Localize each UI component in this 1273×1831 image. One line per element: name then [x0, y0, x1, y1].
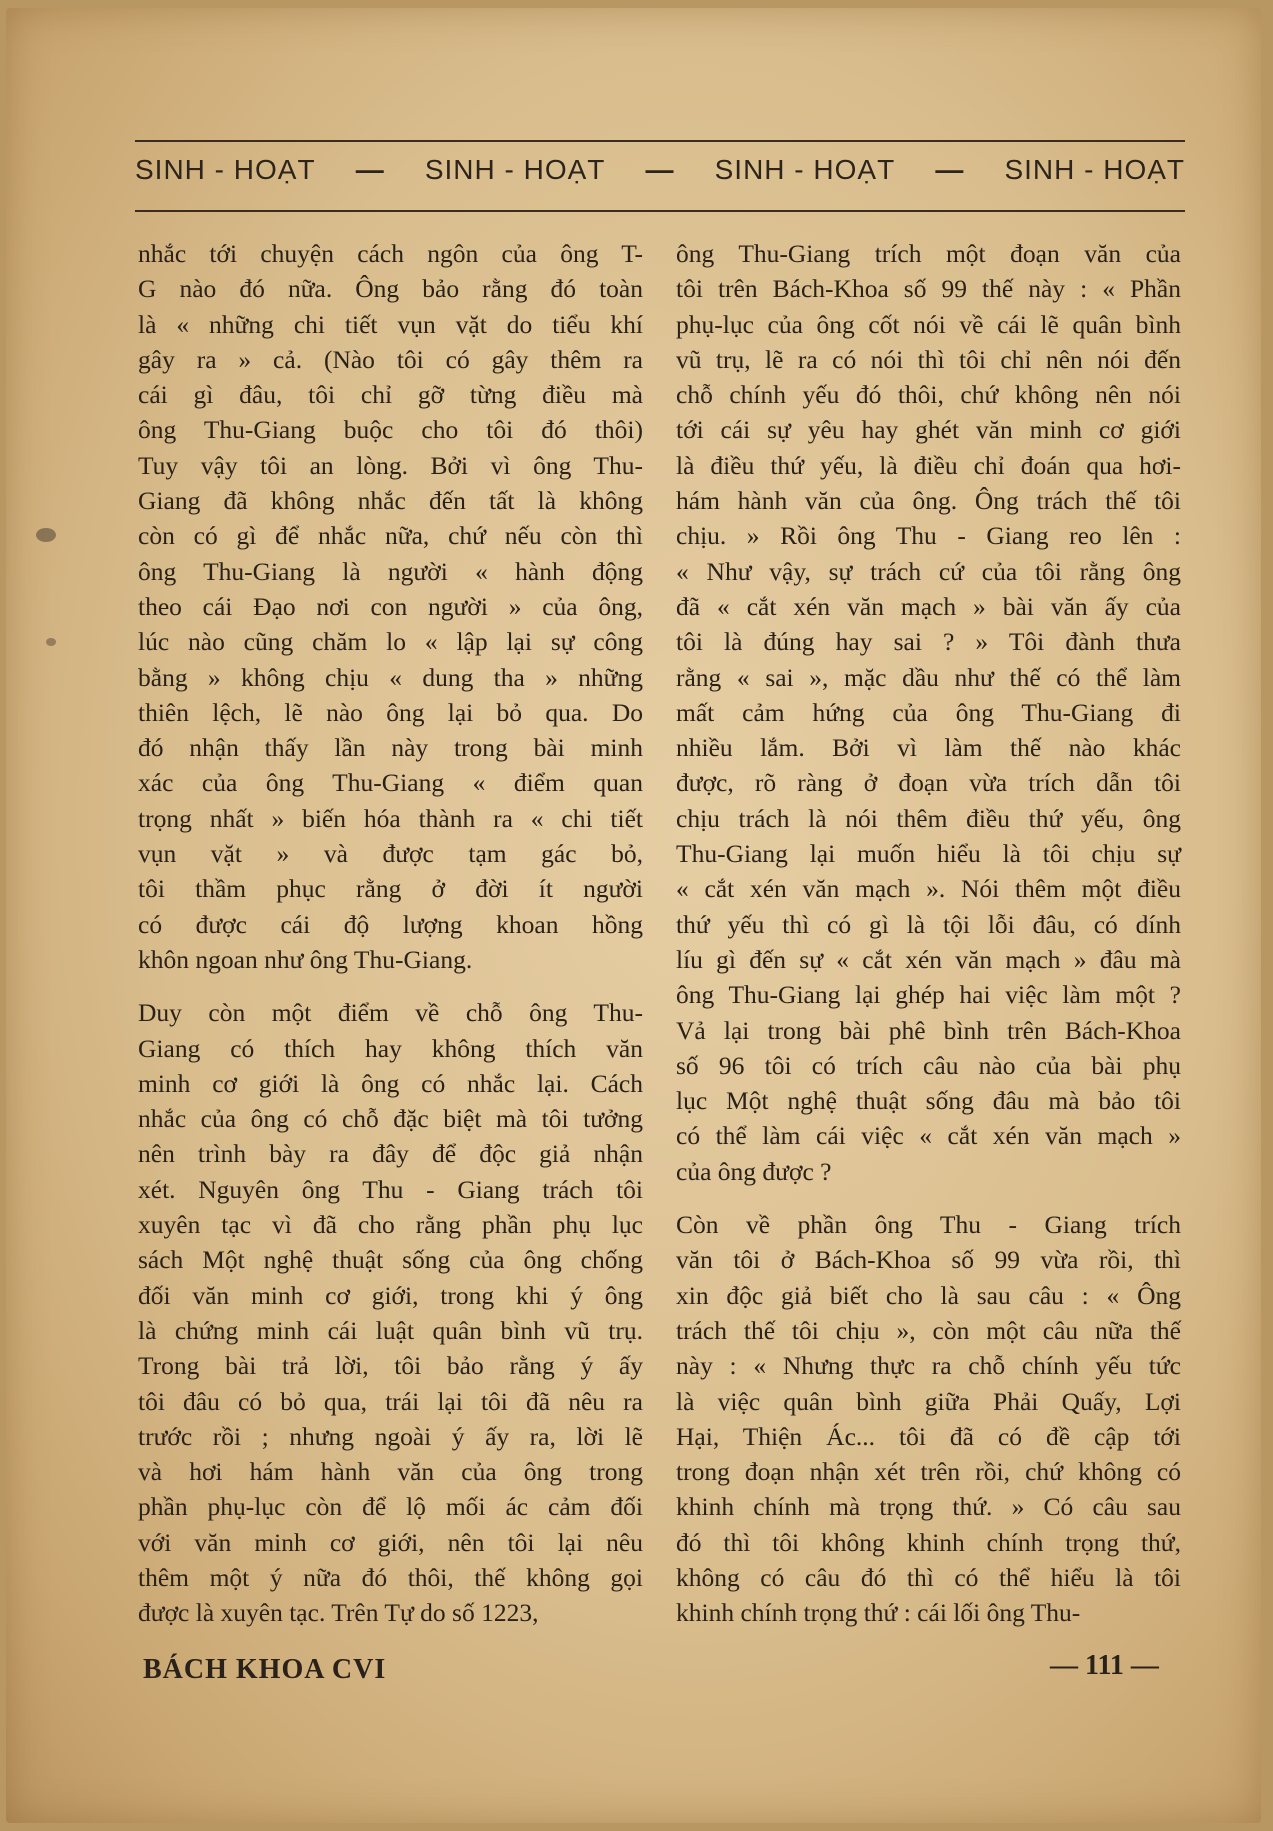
- header-item: SINH - HOẠT: [714, 154, 896, 185]
- text-line: này : « Nhưng thực ra chỗ chính yếu tức: [676, 1351, 1181, 1381]
- text-line: trước rồi ; nhưng ngoài ý ấy ra, lời lẽ: [138, 1421, 643, 1451]
- text-line: ông Thu-Giang là người « hành động: [138, 556, 643, 586]
- page-number: — 111 —: [1050, 1650, 1159, 1681]
- text-line: ông Thu-Giang buộc cho tôi đó thôi): [138, 415, 643, 445]
- text-line: « Như vậy, sự trách cứ của tôi rằng ông: [676, 556, 1181, 586]
- text-line: văn tôi ở Bách-Khoa số 99 vừa rồi, thì: [676, 1245, 1181, 1275]
- text-line: có thể làm cái việc « cắt xén văn mạch »: [676, 1121, 1181, 1151]
- text-line: Tuy vậy tôi an lòng. Bởi vì ông Thu-: [138, 450, 643, 480]
- text-line: của ông được ?: [676, 1156, 832, 1186]
- text-line: có được cái độ lượng khoan hồng: [138, 909, 643, 939]
- text-line: mất cảm hứng của ông Thu-Giang đi: [676, 697, 1181, 727]
- text-line: đã « cắt xén văn mạch » bài văn ấy của: [676, 591, 1181, 621]
- text-line: Giang có thích hay không thích văn: [138, 1033, 643, 1063]
- text-line: ông Thu-Giang trích một đoạn văn của: [676, 239, 1181, 268]
- text-line: Thu-Giang lại muốn hiểu là tôi chịu sự: [676, 839, 1181, 869]
- header-separator: —: [935, 154, 965, 185]
- text-line: ông Thu-Giang lại ghép hai việc làm một ?: [676, 980, 1181, 1010]
- text-line: Duy còn một điểm về chỗ ông Thu-: [138, 998, 643, 1028]
- text-line: là « những chi tiết vụn vặt do tiểu khí: [138, 309, 643, 339]
- text-line: chỗ chính yếu đó thôi, chứ không nên nói: [676, 380, 1181, 410]
- publication-name: BÁCH KHOA CVI: [143, 1654, 387, 1685]
- text-line: líu gì đến sự « cắt xén văn mạch » đâu mà: [676, 944, 1181, 974]
- text-line: còn có gì để nhắc nữa, chứ nếu còn thì: [138, 521, 643, 551]
- text-line: lúc nào cũng chăm lo « lập lại sự công: [138, 627, 643, 657]
- text-line: khôn ngoan như ông Thu-Giang.: [138, 944, 473, 974]
- text-line: phần phụ-lục còn để lộ mối ác cảm đối: [138, 1492, 643, 1522]
- text-line: và hơi hám hành văn của ông trong: [138, 1457, 643, 1487]
- text-line: tôi trên Bách-Khoa số 99 thế này : « Phần: [676, 274, 1181, 304]
- text-line: cái gì đâu, tôi chỉ gỡ từng điều mà: [138, 380, 643, 410]
- text-line: tới cái sự yêu hay ghét văn minh cơ giới: [676, 415, 1181, 445]
- header-item: SINH - HOẠT: [1004, 154, 1185, 185]
- text-line: nhắc của ông có chỗ đặc biệt mà tôi tưởng: [138, 1104, 643, 1134]
- text-line: đó nhận thấy lần này trong bài minh: [138, 733, 643, 763]
- text-line: là chứng minh cái luật quân bình vũ trụ.: [138, 1315, 643, 1345]
- header-item: SINH - HOẠT: [135, 154, 316, 185]
- paper-stain: [46, 638, 56, 646]
- running-header: [135, 140, 1185, 212]
- text-line: tôi thầm phục rằng ở đời ít người: [138, 874, 643, 904]
- text-line: tôi đâu có bỏ qua, trái lại tôi đã nêu ra: [138, 1386, 643, 1416]
- text-line: là điều thứ yếu, là điều chỉ đoán qua hơi-: [676, 450, 1181, 480]
- text-line: G nào đó nữa. Ông bảo rằng đó toàn: [138, 274, 643, 304]
- text-line: bằng » không chịu « dung tha » những: [138, 662, 643, 692]
- text-line: Hại, Thiện Ác... tôi đã có đề cập tới: [676, 1421, 1181, 1451]
- text-line: trách thế tôi chịu », còn một câu nữa thế: [676, 1315, 1181, 1345]
- text-line: Còn về phần ông Thu - Giang trích: [676, 1210, 1181, 1240]
- text-line: vụn vặt » và được tạm gác bỏ,: [138, 839, 643, 869]
- header-separator: —: [355, 154, 385, 185]
- text-line: xét. Nguyên ông Thu - Giang trách tôi: [138, 1174, 643, 1204]
- text-line: gây ra » cả. (Nào tôi có gây thêm ra: [138, 344, 643, 374]
- text-line: phụ-lục của ông cốt nói về cái lẽ quân bình: [676, 309, 1181, 339]
- text-line: đó thì tôi không khinh chính trọng thứ,: [676, 1527, 1181, 1557]
- text-line: theo cái Đạo nơi con người » của ông,: [138, 591, 643, 621]
- text-line: không có câu đó thì có thể hiểu là tôi: [676, 1562, 1181, 1592]
- text-line: thứ yếu thì có gì là tội lỗi đâu, có dính: [676, 909, 1181, 939]
- text-line: được, rõ ràng ở đoạn vừa trích dẫn tôi: [676, 768, 1181, 798]
- text-line: trong đoạn nhận xét trên rồi, chứ không có: [676, 1457, 1181, 1487]
- text-line: số 96 tôi có trích câu nào của bài phụ: [676, 1050, 1181, 1080]
- text-line: nhắc tới chuyện cách ngôn của ông T-: [138, 239, 643, 268]
- text-line: thêm một ý nữa đó thôi, thế không gọi: [138, 1562, 643, 1592]
- text-line: nhiều lắm. Bởi vì làm thế nào khác: [676, 733, 1181, 763]
- text-line: trọng nhất » biến hóa thành ra « chi tiết: [138, 803, 643, 833]
- text-line: sách Một nghệ thuật sống của ông chống: [138, 1245, 643, 1275]
- header-separator: —: [645, 154, 675, 185]
- paragraph: [676, 236, 1181, 1189]
- header-item: SINH - HOẠT: [424, 154, 606, 185]
- text-line: vũ trụ, lẽ ra có nói thì tôi chỉ nên nói đến: [676, 344, 1181, 374]
- text-line: « cắt xén văn mạch ». Nói thêm một điều: [676, 874, 1181, 904]
- text-line: khinh chính mà trọng thứ. » Có câu sau: [676, 1492, 1181, 1522]
- text-line: rằng « sai », mặc dầu như thế có thể làm: [676, 662, 1181, 692]
- text-line: hám hành văn của ông. Ông trách thế tôi: [676, 486, 1181, 516]
- text-line: được là xuyên tạc. Trên Tự do số 1223,: [138, 1598, 539, 1628]
- text-line: chịu. » Rồi ông Thu - Giang reo lên :: [676, 521, 1181, 551]
- right-column: [676, 236, 1181, 1631]
- paragraph: [676, 1207, 1181, 1631]
- text-line: xin độc giả biết cho là sau câu : « Ông: [676, 1280, 1181, 1310]
- text-line: đối văn minh cơ giới, trong khi ý ông: [138, 1280, 643, 1310]
- text-line: Trong bài trả lời, tôi bảo rằng ý ấy: [138, 1351, 643, 1381]
- text-line: lục Một nghệ thuật sống đâu mà bảo tôi: [676, 1086, 1181, 1116]
- paper-stain: [36, 528, 56, 542]
- text-line: nên trình bày ra đây để độc giả nhận: [138, 1139, 643, 1169]
- text-line: chịu trách là nói thêm điều thứ yếu, ông: [676, 803, 1181, 833]
- left-column: [138, 236, 643, 1631]
- text-line: Giang đã không nhắc đến tất là không: [138, 486, 643, 516]
- text-line: khinh chính trọng thứ : cái lối ông Thu-: [676, 1598, 1081, 1628]
- text-line: xác của ông Thu-Giang « điểm quan: [138, 768, 643, 798]
- text-line: với văn minh cơ giới, nên tôi lại nêu: [138, 1527, 643, 1557]
- text-line: minh cơ giới là ông có nhắc lại. Cách: [138, 1068, 643, 1098]
- text-line: tôi là đúng hay sai ? » Tôi đành thưa: [676, 627, 1181, 657]
- text-line: là việc quân bình giữa Phải Quấy, Lợi: [676, 1386, 1181, 1416]
- text-line: thiên lệch, lẽ nào ông lại bỏ qua. Do: [138, 697, 643, 727]
- paragraph: [138, 995, 643, 1630]
- text-line: Vả lại trong bài phê bình trên Bách-Khoa: [676, 1015, 1181, 1045]
- text-line: xuyên tạc vì đã cho rằng phần phụ lục: [138, 1210, 643, 1240]
- paragraph: [138, 236, 643, 977]
